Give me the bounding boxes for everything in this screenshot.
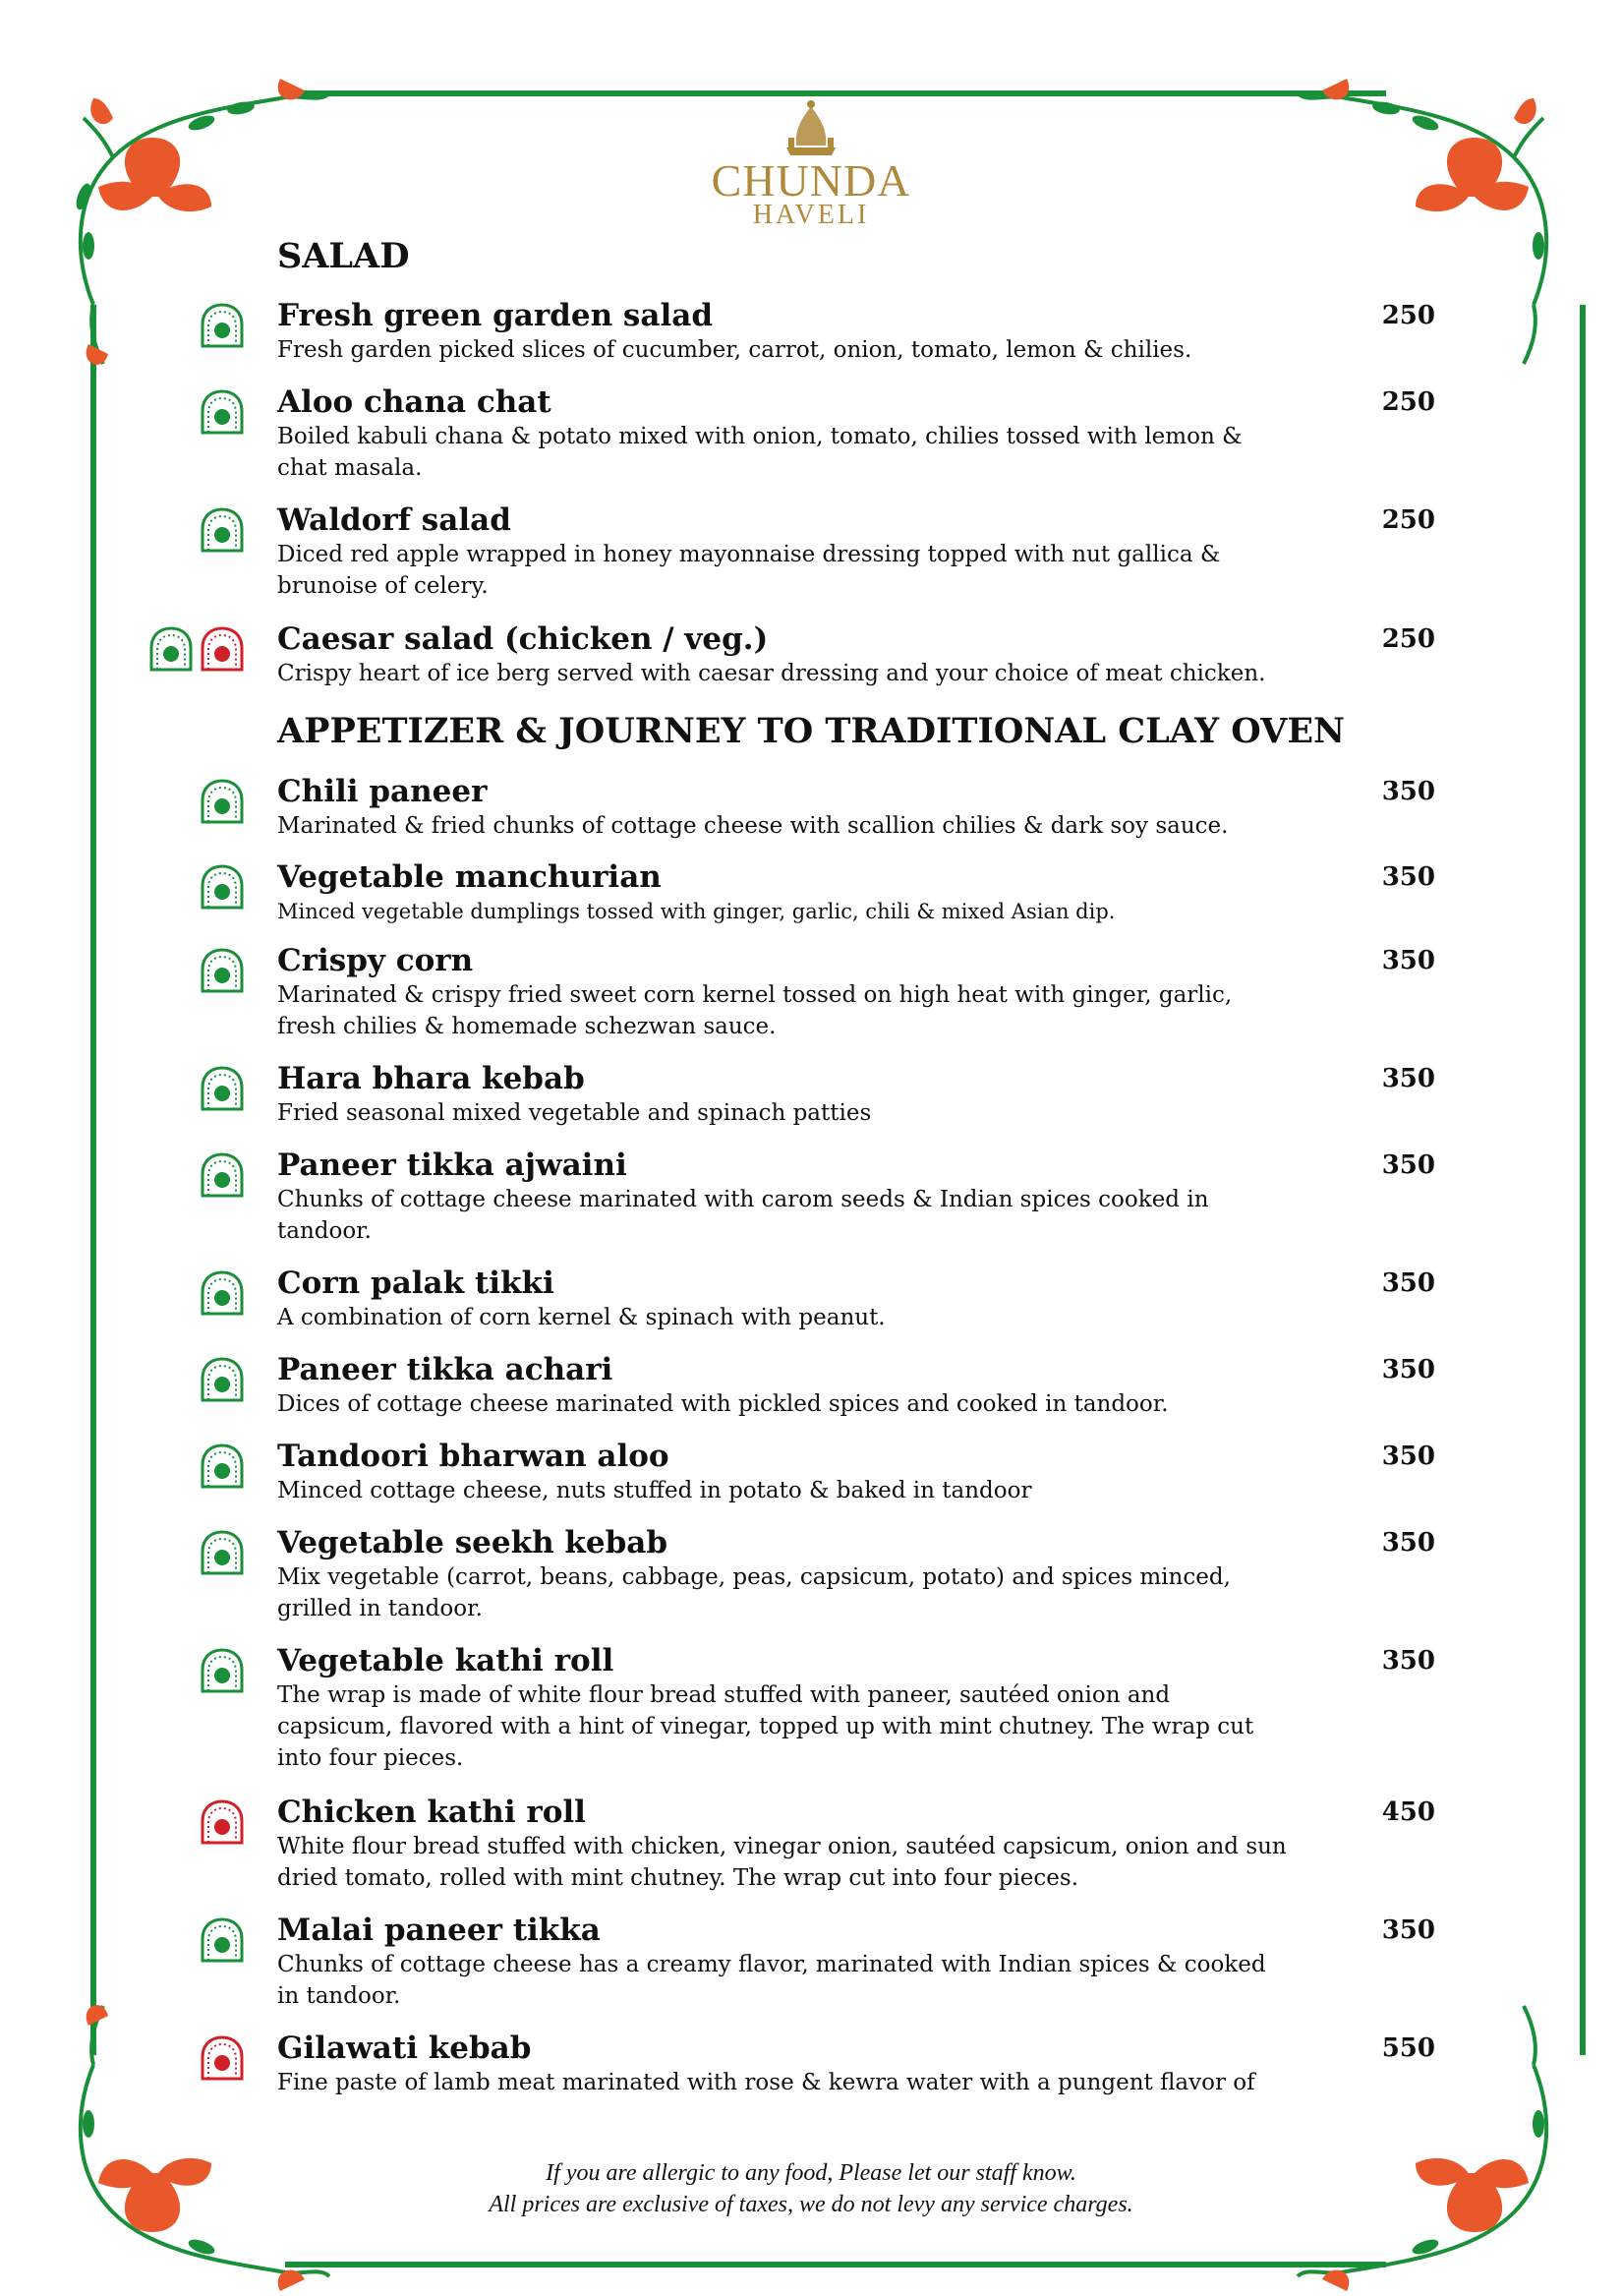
veg-mark-icon: [197, 1150, 248, 1202]
item-price: 350: [1381, 946, 1435, 975]
diet-marks: [140, 1440, 248, 1491]
diet-marks: [140, 775, 248, 826]
menu-item: [277, 620, 1435, 689]
veg-mark-icon: [197, 301, 248, 352]
nonveg-mark-icon: [197, 624, 248, 676]
menu-item: [277, 1794, 1435, 1894]
item-description: A combination of corn kernel & spinach with peanut.: [277, 1305, 886, 1330]
item-price: 350: [1381, 1355, 1435, 1384]
item-price: 250: [1381, 624, 1435, 654]
item-description: Fine paste of lamb meat marinated with rose & kewra water with a pungent flavor of: [277, 2070, 1255, 2095]
veg-mark-icon: [145, 624, 197, 676]
item-description: Fresh garden picked slices of cucumber, carrot, onion, tomato, lemon & chilies.: [277, 337, 1192, 363]
item-description: Chunks of cottage cheese has a creamy flavor, marinated with Indian spices & cooked in tandoor.: [277, 1952, 1266, 2009]
item-description: Dices of cottage cheese marinated with pickled spices and cooked in tandoor.: [277, 1391, 1169, 1417]
item-name: Corn palak tikki: [277, 1266, 554, 1301]
floral-corner-bottom-left-icon: [54, 1976, 349, 2291]
item-description: White flour bread stuffed with chicken, vinegar onion, sautéed capsicum, onion and sun dried tomato, rolled with mint chutney. The wrap cut into four pieces.: [277, 1834, 1287, 1891]
menu-item: [277, 1524, 1435, 1624]
nonveg-mark-icon: [197, 1797, 248, 1849]
item-price: 350: [1381, 1064, 1435, 1093]
diet-marks: [140, 1148, 248, 1200]
item-description: Marinated & crispy fried sweet corn kernel tossed on high heat with ginger, garlic, fresh chilies & homemade schezwan sauce.: [277, 982, 1233, 1039]
menu-item: [277, 383, 1435, 484]
section-heading-appetizer: APPETIZER & JOURNEY TO TRADITIONAL CLAY OVEN: [277, 711, 1345, 751]
item-description: Marinated & fried chunks of cottage cheese with scallion chilies & dark soy sauce.: [277, 813, 1229, 839]
allergy-note: If you are allergic to any food, Please let our staff know.: [546, 2160, 1076, 2186]
brand-name: CHUNDA: [711, 155, 911, 206]
haveli-crest-icon: [777, 98, 845, 159]
item-name: Gilawati kebab: [277, 2031, 532, 2066]
menu-item: [277, 773, 1435, 842]
item-name: Vegetable manchurian: [277, 859, 662, 895]
diet-marks: [140, 1796, 248, 1847]
diet-marks: [140, 299, 248, 350]
diet-marks: [140, 1266, 248, 1318]
item-name: Chili paneer: [277, 774, 488, 809]
item-name: Aloo chana chat: [277, 384, 551, 420]
item-name: Chicken kathi roll: [277, 1795, 586, 1830]
veg-mark-icon: [197, 505, 248, 557]
item-name: Hara bhara kebab: [277, 1061, 585, 1096]
veg-mark-icon: [197, 1064, 248, 1115]
item-price: 350: [1381, 1150, 1435, 1180]
item-description: Crispy heart of ice berg served with caesar dressing and your choice of meat chicken.: [277, 661, 1266, 686]
item-name: Tandoori bharwan aloo: [277, 1439, 669, 1474]
item-price: 350: [1381, 1646, 1435, 1676]
veg-mark-icon: [197, 777, 248, 828]
menu-item: [277, 1351, 1435, 1420]
item-description: Mix vegetable (carrot, beans, cabbage, peas, capsicum, potato) and spices minced, grilled in tandoor.: [277, 1564, 1231, 1621]
item-price: 350: [1381, 862, 1435, 892]
section-heading-salad: SALAD: [277, 236, 410, 276]
diet-marks: [140, 2031, 248, 2083]
floral-corner-bottom-right-icon: [1278, 1976, 1573, 2291]
veg-mark-icon: [197, 1646, 248, 1697]
diet-marks: [140, 622, 248, 674]
brand-logo: [688, 98, 934, 228]
item-description: Minced vegetable dumplings tossed with ginger, garlic, chili & mixed Asian dip.: [277, 900, 1116, 923]
item-price: 350: [1381, 1268, 1435, 1298]
item-price: 250: [1381, 505, 1435, 535]
veg-mark-icon: [197, 946, 248, 997]
item-name: Paneer tikka achari: [277, 1352, 613, 1387]
diet-marks: [140, 1062, 248, 1113]
item-price: 350: [1381, 1528, 1435, 1558]
menu-item: [277, 2030, 1435, 2098]
item-price: 350: [1381, 1915, 1435, 1945]
item-description: Diced red apple wrapped in honey mayonnaise dressing topped with nut gallica & brunoise of celery.: [277, 542, 1221, 599]
item-name: Paneer tikka ajwaini: [277, 1148, 627, 1183]
item-name: Waldorf salad: [277, 502, 511, 538]
item-name: Caesar salad (chicken / veg.): [277, 621, 769, 657]
diet-marks: [140, 503, 248, 555]
menu-item: [277, 1438, 1435, 1506]
item-description: Boiled kabuli chana & potato mixed with onion, tomato, chilies tossed with lemon & chat masala.: [277, 424, 1243, 481]
veg-mark-icon: [197, 1528, 248, 1579]
menu-item: [277, 1642, 1435, 1774]
item-price: 250: [1381, 301, 1435, 330]
diet-marks: [140, 1644, 248, 1695]
item-price: 450: [1381, 1797, 1435, 1827]
diet-marks: [140, 944, 248, 995]
veg-mark-icon: [197, 387, 248, 439]
item-name: Malai paneer tikka: [277, 1913, 601, 1948]
item-description: Fried seasonal mixed vegetable and spinach patties: [277, 1100, 872, 1126]
tax-note: All prices are exclusive of taxes, we do not levy any service charges.: [489, 2192, 1133, 2217]
item-price: 550: [1381, 2033, 1435, 2063]
item-price: 350: [1381, 1442, 1435, 1471]
menu-item: [277, 1147, 1435, 1247]
item-price: 250: [1381, 387, 1435, 417]
menu-item: [277, 1265, 1435, 1333]
menu-item: [277, 858, 1435, 927]
veg-mark-icon: [197, 1915, 248, 1967]
diet-marks: [140, 1913, 248, 1965]
item-name: Vegetable seekh kebab: [277, 1525, 668, 1560]
veg-mark-icon: [197, 1268, 248, 1320]
item-name: Fresh green garden salad: [277, 298, 713, 333]
menu-item: [277, 1912, 1435, 2012]
veg-mark-icon: [197, 862, 248, 913]
item-name: Vegetable kathi roll: [277, 1643, 614, 1678]
menu-item: [277, 1060, 1435, 1129]
brand-subtitle: HAVELI: [752, 200, 870, 230]
diet-marks: [140, 1353, 248, 1404]
item-name: Crispy corn: [277, 943, 474, 978]
veg-mark-icon: [197, 1355, 248, 1406]
diet-marks: [140, 385, 248, 437]
veg-mark-icon: [197, 1442, 248, 1493]
diet-marks: [140, 1526, 248, 1577]
nonveg-mark-icon: [197, 2033, 248, 2085]
menu-item: [277, 942, 1435, 1042]
menu-item: [277, 501, 1435, 602]
menu-item: [277, 297, 1435, 366]
floral-corner-top-right-icon: [1278, 79, 1573, 393]
diet-marks: [140, 860, 248, 912]
item-price: 350: [1381, 777, 1435, 806]
item-description: Chunks of cottage cheese marinated with carom seeds & Indian spices cooked in tandoor.: [277, 1187, 1209, 1244]
item-description: The wrap is made of white flour bread stuffed with paneer, sautéed onion and capsicum, flavored with a hint of vinegar, topped up with mint chutney. The wrap cut into four pieces.: [277, 1682, 1254, 1771]
item-description: Minced cottage cheese, nuts stuffed in potato & baked in tandoor: [277, 1478, 1032, 1503]
